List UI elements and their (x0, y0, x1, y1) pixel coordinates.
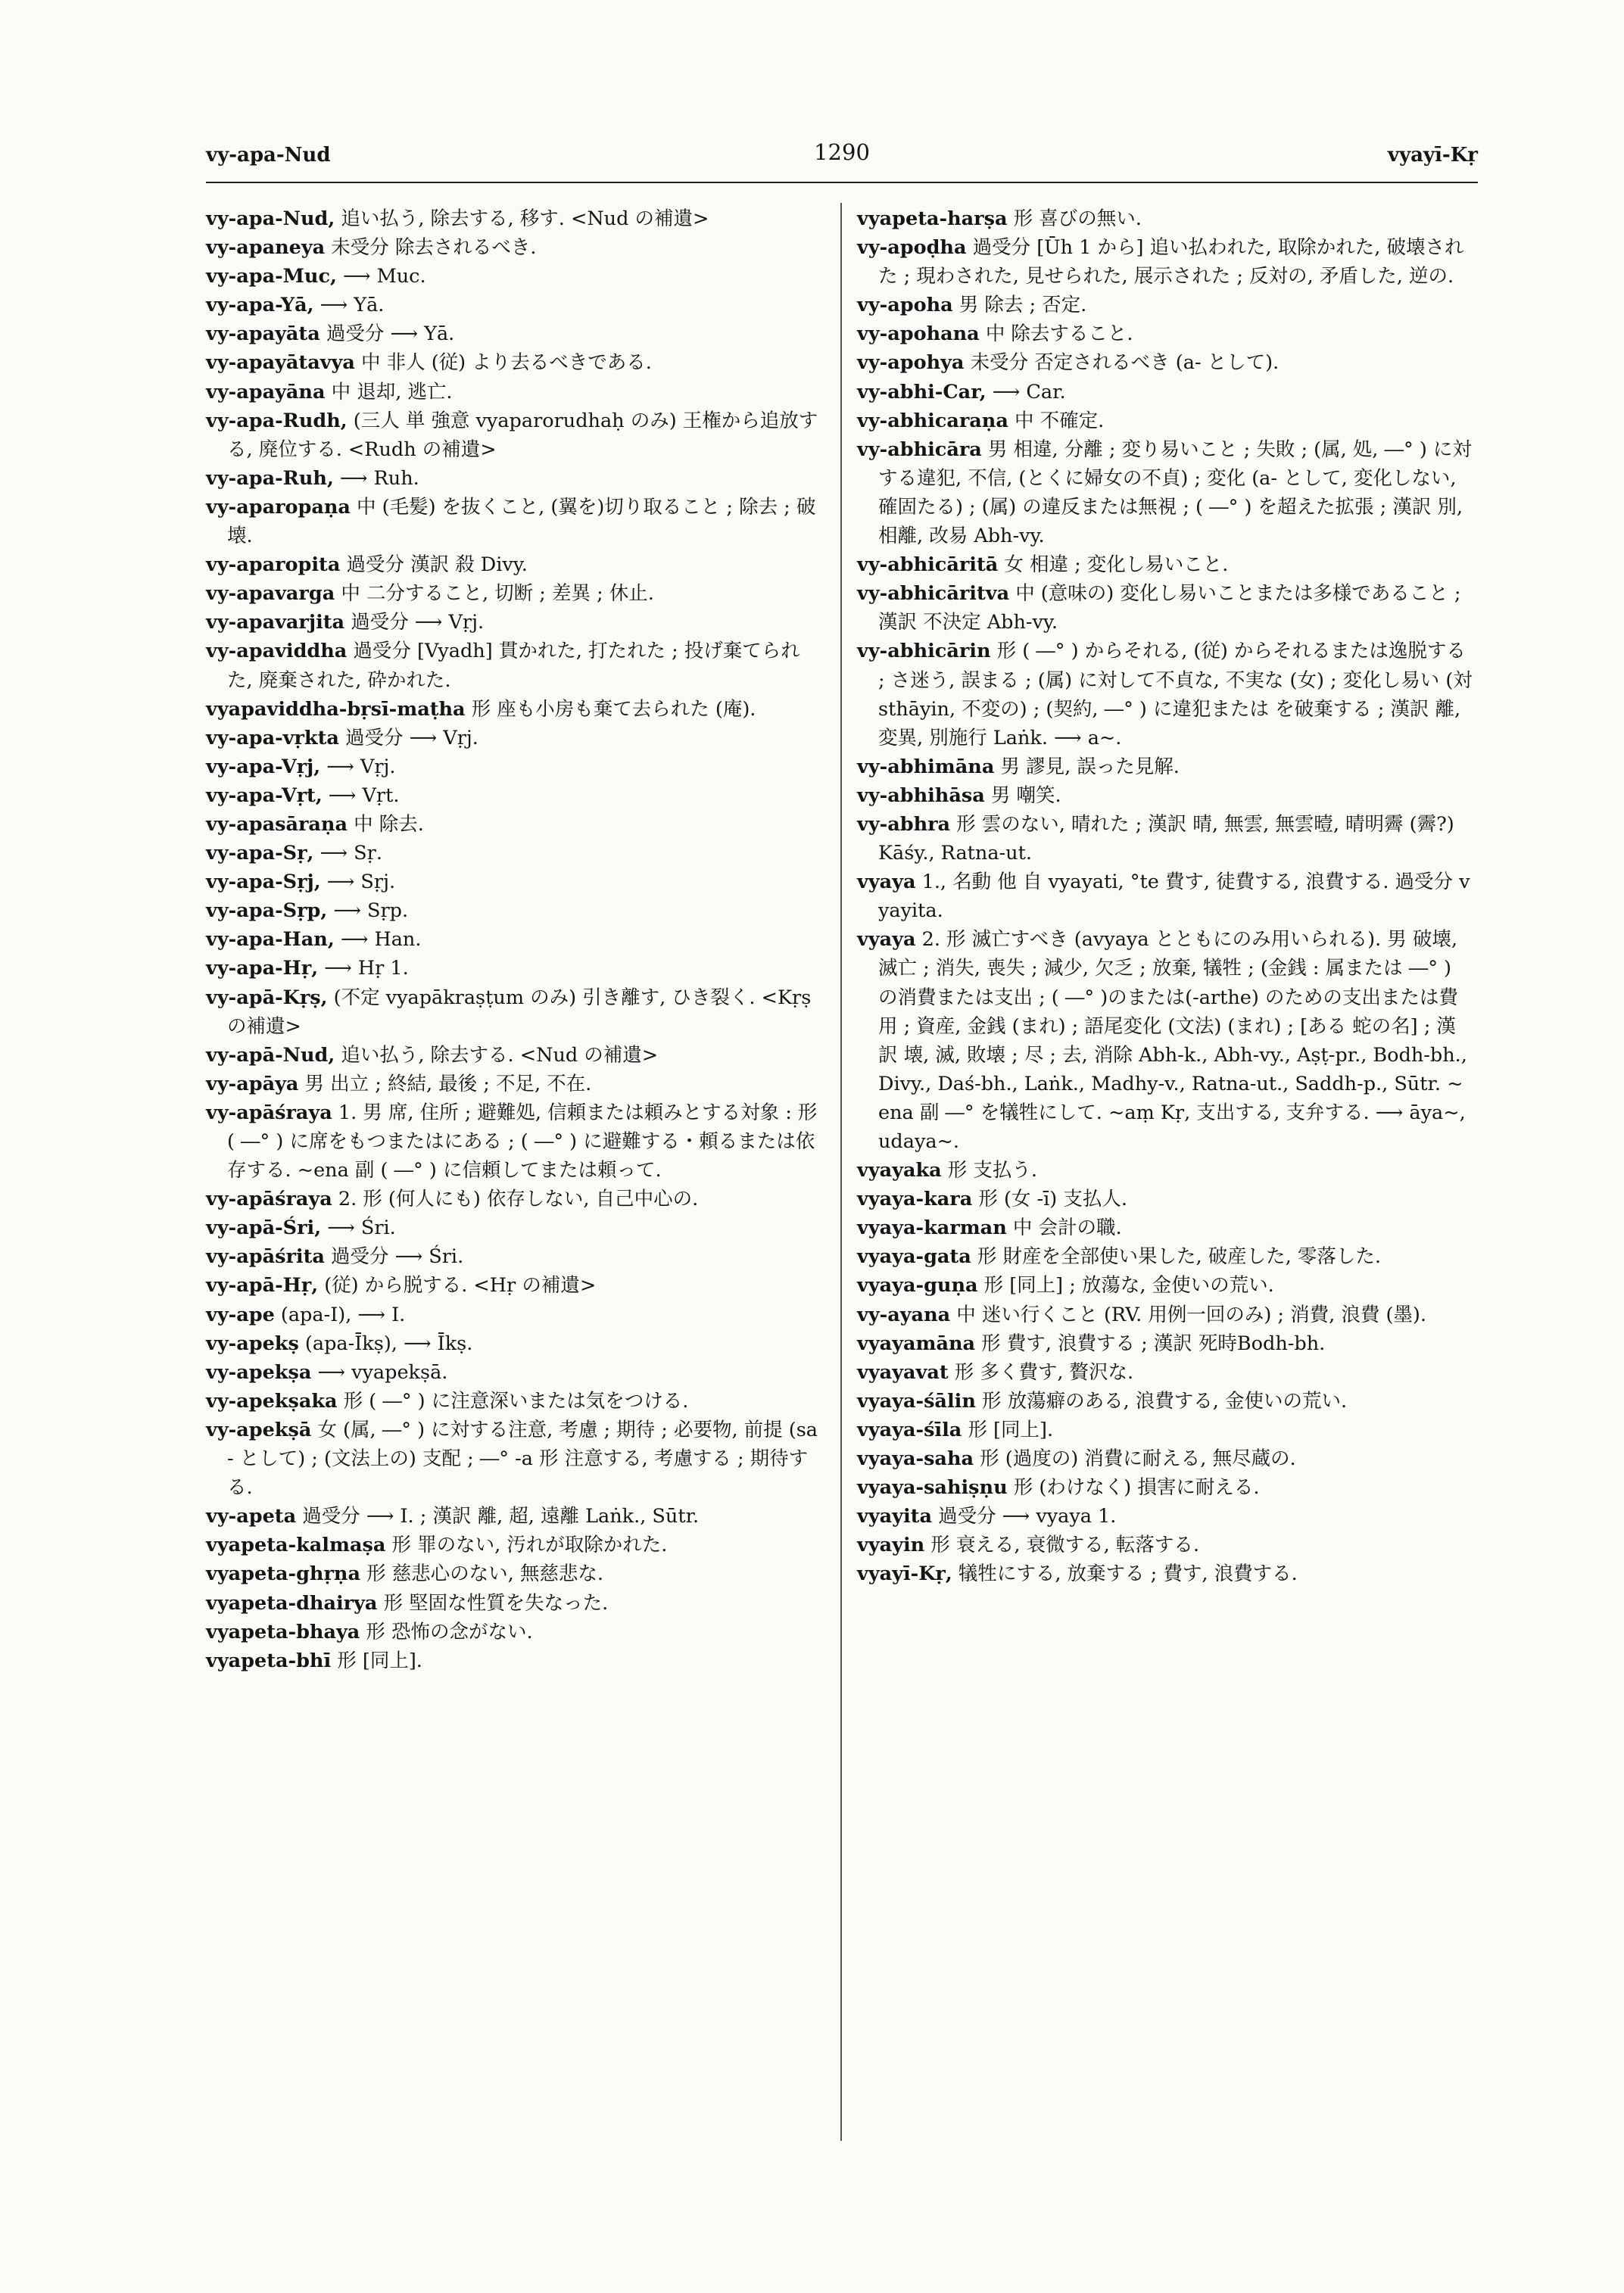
dictionary-entry (857, 579, 1474, 637)
entry-definition: 形 恐怖の念がない. (360, 1620, 533, 1643)
entry-definition: 1. 男 席, 住所 ; 避難処, 信頼または頼みとする対象 : 形 ( ―° ) に席をもつまたはにある ; ( ―° ) に避難する・頼るまたは依存する. ~ena 副 ( ―° ) に信頼してまたは頼って. (227, 1101, 818, 1182)
entry-definition: 中 退却, 逃亡. (325, 380, 453, 403)
entry-headword: vy-apāśraya (206, 1188, 332, 1211)
entry-headword: vy-apayātavya (206, 351, 355, 375)
entry-headword: vyaya-saha (857, 1447, 974, 1471)
entry-headword: vyapaviddha-bṛsī-maṭha (206, 697, 466, 721)
dictionary-entry (206, 839, 823, 868)
dictionary-entry (206, 1358, 823, 1387)
entry-definition: 形 ( ―° ) に注意深いまたは気をつける. (337, 1389, 689, 1413)
entry-headword: vy-apa-Sṛp, (206, 899, 328, 923)
entry-headword: vy-abhicāritā (857, 553, 999, 577)
entry-headword: vy-apavarga (206, 582, 335, 606)
dictionary-entry (206, 579, 823, 608)
dictionary-entry (206, 1329, 823, 1358)
entry-definition: 形 慈悲心のない, 無慈悲な. (360, 1562, 603, 1586)
entry-definition: ⟶ Car. (986, 380, 1066, 403)
entry-headword: vy-aparopaṇa (206, 495, 351, 519)
entry-definition: 過受分 [Ūh 1 から] 追い払われた, 取除かれた, 破壊された ; 現わされた, 見せられた, 展示された ; 反対の, 矛盾した, 逆の. (878, 236, 1464, 288)
entry-headword: vy-apayāna (206, 380, 326, 403)
entry-definition: 形 雲のない, 晴れた ; 漢訳 晴, 無雲, 無雲曀, 晴明霽 (霽?) Kāśy., Ratna-ut. (878, 812, 1454, 865)
dictionary-entry (206, 1242, 823, 1271)
dictionary-entry (857, 1185, 1474, 1213)
dictionary-entry (206, 1416, 823, 1502)
entry-headword: vyaya-sahiṣṇu (857, 1476, 1008, 1500)
dictionary-entry (857, 1329, 1474, 1358)
entry-headword: vy-aparopita (206, 553, 341, 577)
entry-headword: vy-abhra (857, 812, 951, 836)
entry-headword: vy-apā-Kṛṣ, (206, 986, 328, 1009)
entry-definition: 形 (わけなく) 損害に耐える. (1007, 1476, 1260, 1500)
entry-headword: vy-abhicāra (857, 438, 982, 461)
entry-headword: vy-apekṣā (206, 1418, 312, 1441)
dictionary-entry (857, 1387, 1474, 1416)
entry-headword: vyaya (857, 928, 916, 952)
dictionary-entry (857, 637, 1474, 752)
entry-headword: vy-apoḍha (857, 236, 967, 260)
entry-headword: vyapeta-ghṛṇa (206, 1562, 360, 1586)
dictionary-entry (206, 407, 823, 464)
entry-headword: vyapeta-kalmaṣa (206, 1534, 386, 1557)
dictionary-entry (857, 435, 1474, 550)
entry-headword: vy-apāya (206, 1072, 299, 1095)
entry-definition: 形 (過度の) 消費に耐える, 無尽蔵の. (974, 1447, 1296, 1471)
entry-headword: vyayin (857, 1534, 925, 1557)
entry-headword: vy-apohana (857, 322, 980, 346)
entry-headword: vy-apavarjita (206, 611, 345, 634)
header-rule (206, 182, 1478, 183)
entry-headword: vy-abhimāna (857, 755, 995, 778)
dictionary-entry (857, 752, 1474, 781)
entry-headword: vyaya (857, 871, 916, 894)
entry-definition: 男 嘲笑. (984, 784, 1061, 807)
entry-definition: 男 出立 ; 終結, 最後 ; 不足, 不在. (298, 1072, 592, 1095)
dictionary-entry (857, 1559, 1474, 1588)
dictionary-entry (857, 348, 1474, 377)
entry-definition: 過受分 ⟶ vyaya 1. (931, 1505, 1117, 1528)
entry-headword: vy-apāśrita (206, 1245, 325, 1269)
dictionary-entry (857, 781, 1474, 810)
dictionary-entry (206, 348, 823, 377)
dictionary-page (206, 139, 1478, 2256)
dictionary-entry (206, 983, 823, 1041)
entry-headword: vy-apā-Śri, (206, 1217, 322, 1240)
dictionary-entry (206, 1387, 823, 1416)
entry-headword: vyayaka (857, 1159, 942, 1182)
entry-headword: vy-apā-Hṛ, (206, 1274, 319, 1298)
entry-headword: vy-apekṣaka (206, 1389, 338, 1413)
entry-definition: 形 [同上] ; 放蕩な, 金使いの荒い. (977, 1274, 1274, 1298)
entry-definition: 中 迷い行くこと (RV. 用例一回のみ) ; 消費, 浪費 (墨). (950, 1303, 1426, 1326)
entry-headword: vyaya-kara (857, 1188, 973, 1211)
dictionary-entry (206, 781, 823, 810)
entry-definition: 過受分 漢訳 殺 Divy. (340, 553, 528, 577)
header-right-guide-word: vyayī-Kṛ (1387, 144, 1478, 167)
dictionary-entry (206, 868, 823, 896)
entry-headword: vy-apa-Yā, (206, 294, 314, 317)
entry-definition: 中 除去すること. (979, 322, 1133, 346)
entry-headword: vy-apeta (206, 1505, 297, 1528)
dictionary-entry (857, 407, 1474, 435)
entry-definition: 形 喜びの無い. (1007, 207, 1142, 230)
entry-definition: ⟶ Sṛ. (313, 842, 382, 865)
entry-headword: vy-apa-Muc, (206, 265, 337, 288)
entry-definition: (apa-Īkṣ), ⟶ Īkṣ. (298, 1332, 473, 1355)
dictionary-entry (857, 204, 1474, 233)
entry-headword: vy-apā-Nud, (206, 1043, 335, 1067)
entry-definition: (apa-I), ⟶ I. (274, 1303, 406, 1326)
entry-headword: vy-ape (206, 1303, 275, 1326)
entry-definition: 形 [同上]. (962, 1418, 1054, 1441)
dictionary-entry (857, 1416, 1474, 1444)
entry-headword: vy-abhihāsa (857, 784, 985, 807)
entry-headword: vy-apasāraṇa (206, 812, 348, 836)
entry-definition: (不定 vyapākraṣṭum のみ) 引き離す, ひき裂く. <Kṛṣ の補遺> (227, 986, 812, 1038)
page-number: 1290 (814, 139, 870, 165)
left-column (206, 204, 823, 1675)
dictionary-entry (206, 1301, 823, 1329)
entry-definition: 形 財産を全部使い果した, 破産した, 零落した. (971, 1245, 1381, 1269)
dictionary-entry (206, 724, 823, 752)
right-column (857, 204, 1474, 1589)
dictionary-entry (857, 925, 1474, 1156)
dictionary-entry (857, 1444, 1474, 1473)
entry-headword: vy-apa-Sṛ, (206, 842, 314, 865)
column-divider (840, 203, 842, 2141)
page-header (206, 139, 1478, 182)
dictionary-entry (206, 378, 823, 407)
entry-definition: ⟶ Śri. (321, 1217, 396, 1240)
entry-definition: 男 相違, 分離 ; 変り易いこと ; 失敗 ; (属, 処, ―° ) に対する違犯, 不信, (とくに婦女の不貞) ; 変化 (a- として, 変化しない, 確固たる) ; (属) の違反または無視 ; ( ―° ) を超えた拡張 ; 漢訳 別, 相離, 改易 Abh-vy. (878, 438, 1472, 548)
entry-definition: 中 会計の職. (1006, 1217, 1122, 1240)
entry-definition: (従) から脱する. <Hṛ の補遺> (318, 1274, 597, 1298)
entry-definition: 中 不確定. (1008, 409, 1105, 432)
entry-headword: vy-apaviddha (206, 640, 348, 663)
entry-definition: 未受分 否定されるべき (a- として). (964, 351, 1280, 375)
dictionary-entry (206, 752, 823, 781)
dictionary-entry (857, 1473, 1474, 1502)
entry-definition: 形 支払う. (941, 1159, 1038, 1182)
dictionary-entry (206, 1041, 823, 1070)
entry-definition: 追い払う, 除去する. <Nud の補遺> (335, 1043, 659, 1067)
entry-definition: 形 座も小房も棄て去られた (庵). (465, 697, 756, 721)
dictionary-entry (206, 695, 823, 724)
dictionary-entry (206, 1502, 823, 1531)
entry-headword: vy-apaneya (206, 236, 326, 260)
dictionary-entry (206, 262, 823, 291)
entry-definition: ⟶ Vṛt. (322, 784, 400, 807)
entry-headword: vy-ayana (857, 1303, 951, 1326)
dictionary-entry (206, 204, 823, 233)
dictionary-entry (206, 1213, 823, 1242)
dictionary-entry (206, 608, 823, 637)
entry-headword: vy-apa-Hṛ, (206, 957, 319, 980)
entry-headword: vy-apa-Vṛj, (206, 755, 321, 778)
entry-definition: 2. 形 滅亡すべき (avyaya とともにのみ用いられる). 男 破壊, 滅亡 ; 消失, 喪失 ; 減少, 欠乏 ; 放棄, 犠牲 ; (金銭 : 属または ―° ) の消費または支出 ; ( ―° )のまたは(-arthe) のための支出または費用 ; 資産, 金銭 (まれ) ; 語尾変化 (文法) (まれ) ; [ある 蛇の名] ; 漢訳 壊, 滅, 敗壊 ; 尽 ; 去, 消除 Abh-k., Abh-vy., Aṣṭ-pr., Bodh-bh., Divy., Daś-bh., Laṅk., Madhy-v., Ratna-ut., Saddh-p., Sūtr. ~ena 副 ―° を犠牲にして. ~aṃ Kṛ, 支出する, 支弁する. ⟶ āya~, udaya~. (878, 928, 1467, 1153)
dictionary-entry (857, 810, 1474, 868)
entry-headword: vy-apoha (857, 294, 953, 317)
entry-definition: ⟶ Han. (334, 928, 422, 952)
dictionary-entry (857, 1213, 1474, 1242)
entry-headword: vyapeta-harṣa (857, 207, 1008, 230)
entry-headword: vy-abhicaraṇa (857, 409, 1008, 432)
dictionary-entry (857, 319, 1474, 348)
dictionary-entry (206, 1647, 823, 1675)
entry-definition: 過受分 ⟶ I. ; 漢訳 離, 超, 遠離 Laṅk., Sūtr. (296, 1505, 700, 1528)
entry-definition: 形 [同上]. (331, 1649, 422, 1672)
entry-definition: 過受分 ⟶ Vṛj. (344, 611, 485, 634)
entry-definition: 女 相違 ; 変化し易いこと. (998, 553, 1229, 577)
dictionary-entry (857, 868, 1474, 925)
entry-definition: 過受分 ⟶ Śri. (324, 1245, 464, 1269)
dictionary-entry (206, 810, 823, 839)
dictionary-entry (206, 1559, 823, 1588)
entry-headword: vyaya-karman (857, 1217, 1007, 1240)
entry-headword: vyayita (857, 1505, 932, 1528)
dictionary-entry (206, 1618, 823, 1647)
entry-headword: vy-apayāta (206, 322, 320, 346)
entry-definition: 形 (女 -ī) 支払人. (972, 1188, 1127, 1211)
entry-definition: 過受分 [Vyadh] 貫かれた, 打たれた ; 投げ棄てられた, 廃棄された, 砕かれた. (227, 640, 800, 692)
dictionary-entry (206, 637, 823, 694)
entry-definition: 中 除去. (348, 812, 424, 836)
entry-definition: 中 二分すること, 切断 ; 差異 ; 休止. (335, 582, 654, 606)
entry-definition: 形 ( ―° ) からそれる, (従) からそれるまたは逸脱する ; さ迷う, 誤まる ; (属) に対して不貞な, 不実な (女) ; 変化し易い (対 sthāyin, 不変の) ; (契約, ―° ) に違犯または を破棄する ; 漢訳 離, 変異, 別施行 Laṅk. ⟶ a~. (878, 640, 1473, 749)
entry-headword: vy-apa-Nud, (206, 207, 335, 230)
entry-definition: 2. 形 (何人にも) 依存しない, 自己中心の. (332, 1188, 699, 1211)
entry-headword: vy-apekṣ (206, 1332, 299, 1355)
dictionary-entry (206, 1070, 823, 1098)
dictionary-entry (206, 1271, 823, 1300)
entry-definition: 中 非人 (従) より去るべきである. (354, 351, 652, 375)
dictionary-entry (857, 1242, 1474, 1271)
dictionary-entry (206, 464, 823, 493)
dictionary-entry (206, 233, 823, 262)
entry-definition: 形 多く費す, 贅沢な. (948, 1360, 1134, 1384)
dictionary-entry (206, 954, 823, 983)
entry-definition: 男 謬見, 誤った見解. (994, 755, 1180, 778)
entry-headword: vyaya-gata (857, 1245, 971, 1269)
dictionary-entry (857, 1271, 1474, 1300)
entry-headword: vy-abhi-Car, (857, 380, 987, 403)
entry-headword: vyapeta-bhaya (206, 1620, 360, 1643)
dictionary-entry (206, 319, 823, 348)
entry-definition: ⟶ Hṛ 1. (318, 957, 409, 980)
entry-definition: ⟶ Muc. (336, 265, 426, 288)
dictionary-entry (857, 291, 1474, 319)
entry-headword: vyapeta-bhī (206, 1649, 332, 1672)
entry-definition: ⟶ Yā. (313, 294, 385, 317)
dictionary-entry (206, 550, 823, 579)
entry-headword: vy-abhicāritva (857, 582, 1010, 606)
entry-headword: vy-apa-vṛkta (206, 726, 339, 749)
entry-headword: vy-apohya (857, 351, 965, 375)
dictionary-entry (206, 1098, 823, 1185)
entry-definition: (三人 単 強意 vyaparorudhaḥ のみ) 王権から追放する, 廃位する. <Rudh の補遺> (227, 409, 818, 461)
entry-headword: vy-apa-Vṛt, (206, 784, 323, 807)
entry-definition: 形 堅固な性質を失なった. (377, 1591, 609, 1615)
dictionary-entry (857, 1301, 1474, 1329)
entry-definition: 過受分 ⟶ Yā. (320, 322, 455, 346)
dictionary-entry (206, 1185, 823, 1213)
entry-definition: 中 (意味の) 変化し易いことまたは多様であること ; 漢訳 不決定 Abh-vy. (878, 582, 1461, 634)
entry-definition: 中 (毛髪) を抜くこと, (翼を)切り取ること ; 除去 ; 破壊. (227, 495, 816, 548)
entry-definition: 過受分 ⟶ Vṛj. (338, 726, 478, 749)
entry-headword: vy-apekṣa (206, 1360, 312, 1384)
entry-headword: vyayamāna (857, 1332, 976, 1355)
dictionary-entry (206, 925, 823, 954)
entry-definition: 追い払う, 除去する, 移す. <Nud の補遺> (335, 207, 709, 230)
entry-headword: vyayī-Kṛ, (857, 1562, 952, 1586)
entry-headword: vyaya-śīla (857, 1418, 962, 1441)
entry-definition: 形 衰える, 衰微する, 転落する. (924, 1534, 1199, 1557)
entry-definition: ⟶ Sṛj. (320, 871, 396, 894)
entry-definition: 形 罪のない, 汚れが取除かれた. (385, 1534, 668, 1557)
entry-definition: 女 (属, ―° ) に対する注意, 考慮 ; 期待 ; 必要物, 前提 (sa- として) ; (文法上の) 支配 ; ―° -a 形 注意する, 考慮する ; 期待する. (227, 1418, 818, 1500)
dictionary-entry (857, 550, 1474, 579)
entry-definition: ⟶ vyapekṣā. (311, 1360, 448, 1384)
entry-headword: vy-apa-Han, (206, 928, 335, 952)
dictionary-entry (857, 233, 1474, 291)
dictionary-entry (206, 1531, 823, 1559)
entry-headword: vyaya-śālin (857, 1389, 976, 1413)
dictionary-entry (857, 1156, 1474, 1185)
dictionary-entry (206, 493, 823, 550)
dictionary-entry (206, 1589, 823, 1618)
entry-definition: ⟶ Sṛp. (327, 899, 409, 923)
entry-headword: vyayavat (857, 1360, 949, 1384)
entry-headword: vy-abhicārin (857, 640, 991, 663)
entry-definition: ⟶ Vṛj. (320, 755, 396, 778)
entry-definition: 形 費す, 浪費する ; 漢訳 死時Bodh-bh. (975, 1332, 1326, 1355)
entry-headword: vy-apa-Rudh, (206, 409, 348, 432)
dictionary-entry (206, 291, 823, 319)
entry-definition: 男 除去 ; 否定. (952, 294, 1087, 317)
dictionary-entry (857, 1531, 1474, 1559)
entry-headword: vy-apa-Ruh, (206, 466, 334, 490)
entry-definition: 形 放蕩癖のある, 浪費する, 金使いの荒い. (975, 1389, 1348, 1413)
header-left-guide-word: vy-apa-Nud (206, 144, 331, 167)
dictionary-entry (206, 896, 823, 925)
entry-definition: 未受分 除去されるべき. (325, 236, 537, 260)
entry-definition: 犠牲にする, 放棄する ; 費す, 浪費する. (952, 1562, 1298, 1586)
dictionary-entry (857, 1358, 1474, 1387)
entry-headword: vyapeta-dhairya (206, 1591, 378, 1615)
entry-headword: vy-apāśraya (206, 1101, 332, 1124)
entry-definition: 1., 名動 他 自 vyayati, °te 費す, 徒費する, 浪費する. 過受分 vyayita. (878, 871, 1470, 923)
entry-definition: ⟶ Ruh. (333, 466, 419, 490)
entry-headword: vyaya-guṇa (857, 1274, 978, 1298)
entry-headword: vy-apa-Sṛj, (206, 871, 321, 894)
dictionary-entry (857, 1502, 1474, 1531)
dictionary-entry (857, 378, 1474, 407)
